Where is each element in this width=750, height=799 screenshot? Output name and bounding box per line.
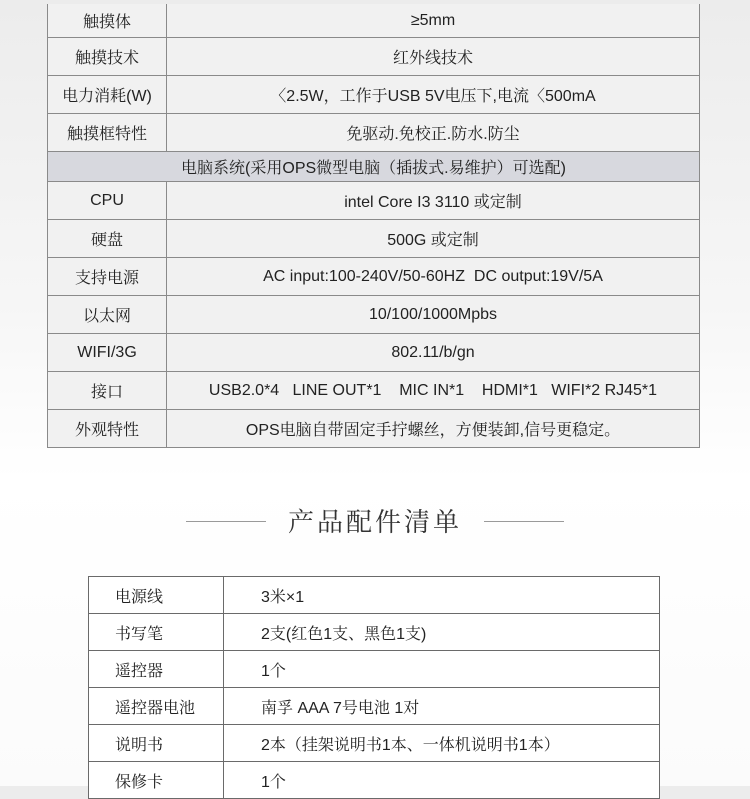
spec-label: 以太网 — [48, 296, 167, 334]
accessories-table — [88, 576, 660, 799]
table-row — [48, 296, 700, 334]
table-row — [89, 725, 660, 762]
spec-value: OPS电脑自带固定手拧螺丝，方便装卸,信号更稳定。 — [167, 410, 700, 448]
accessory-value: 3米×1 — [224, 577, 660, 614]
table-row — [48, 258, 700, 296]
spec-value: 802.11/b/gn — [167, 334, 700, 372]
accessory-label: 保修卡 — [89, 762, 224, 799]
accessory-value: 2支(红色1支、黑色1支) — [224, 614, 660, 651]
table-row — [48, 76, 700, 114]
table-row — [89, 614, 660, 651]
spec-label: 触摸技术 — [48, 38, 167, 76]
spec-label: 外观特性 — [48, 410, 167, 448]
spec-label: 硬盘 — [48, 220, 167, 258]
table-row — [48, 182, 700, 220]
spec-value: AC input:100-240V/50-60HZ DC output:19V/5A — [167, 258, 700, 296]
table-row — [89, 762, 660, 799]
spec-table — [47, 4, 700, 448]
section-header-row — [48, 152, 700, 182]
spec-label: 触摸体 — [48, 4, 167, 38]
section-header: 电脑系统(采用OPS微型电脑（插拔式.易维护）可选配) — [48, 152, 700, 182]
table-row — [89, 651, 660, 688]
accessory-label: 书写笔 — [89, 614, 224, 651]
accessory-value: 1个 — [224, 651, 660, 688]
spec-value: USB2.0*4 LINE OUT*1 MIC IN*1 HDMI*1 WIFI*2 RJ45*1 — [167, 372, 700, 410]
spec-value: 500G 或定制 — [167, 220, 700, 258]
accessory-label: 遥控器电池 — [89, 688, 224, 725]
table-row — [48, 410, 700, 448]
spec-label: CPU — [48, 182, 167, 220]
spec-label: 触摸框特性 — [48, 114, 167, 152]
spec-value: intel Core I3 3110 或定制 — [167, 182, 700, 220]
accessory-label: 遥控器 — [89, 651, 224, 688]
table-row — [89, 688, 660, 725]
table-row — [48, 334, 700, 372]
spec-label: 接口 — [48, 372, 167, 410]
spec-value: 〈2.5W，工作于USB 5V电压下,电流〈500mA — [167, 76, 700, 114]
accessory-label: 说明书 — [89, 725, 224, 762]
accessories-title: 产品配件清单 — [287, 508, 462, 538]
accessory-value: 南孚 AAA 7号电池 1对 — [224, 688, 660, 725]
spec-label: 电力消耗(W) — [48, 76, 167, 114]
spec-value: 10/100/1000Mpbs — [167, 296, 700, 334]
table-row — [48, 114, 700, 152]
accessory-value: 2本（挂架说明书1本、一体机说明书1本） — [224, 725, 660, 762]
table-row — [89, 577, 660, 614]
spec-value: ≥5mm — [167, 4, 700, 38]
accessory-label: 电源线 — [89, 577, 224, 614]
table-row — [48, 220, 700, 258]
spec-label: 支持电源 — [48, 258, 167, 296]
spec-value: 免驱动.免校正.防水.防尘 — [167, 114, 700, 152]
spec-value: 红外线技术 — [167, 38, 700, 76]
table-row — [48, 38, 700, 76]
title-divider-right — [484, 521, 564, 522]
spec-label: WIFI/3G — [48, 334, 167, 372]
table-row — [48, 4, 700, 38]
table-row — [48, 372, 700, 410]
accessory-value: 1个 — [224, 762, 660, 799]
